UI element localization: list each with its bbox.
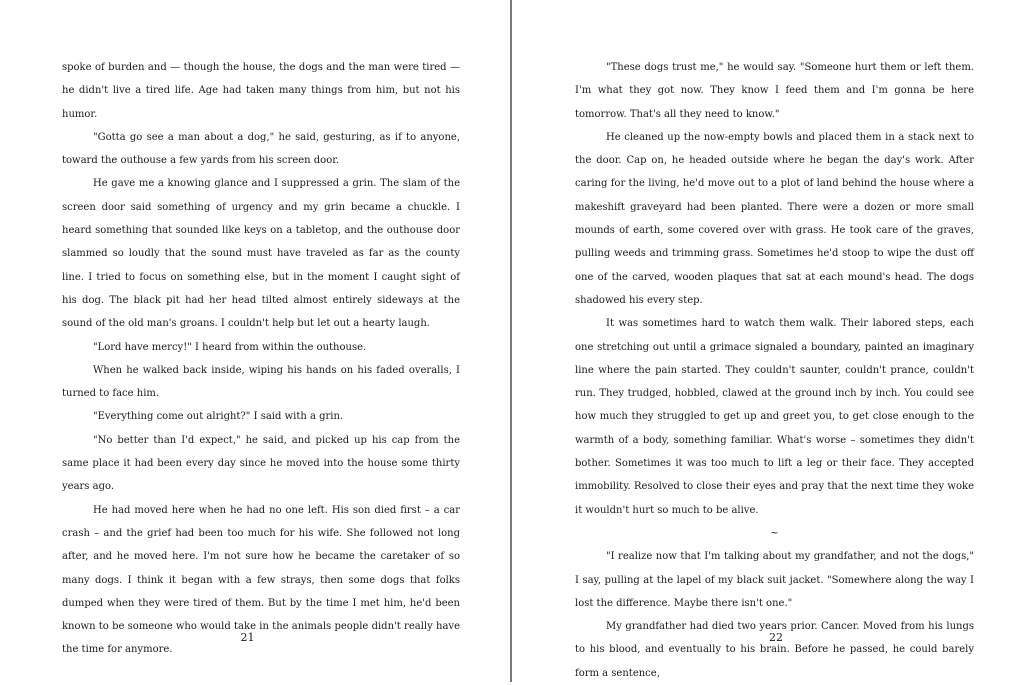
paragraph: "No better than I'd expect," he said, and picked up his cap from the same place it had been every day since he moved into the house some thirty years ago. bbox=[62, 434, 460, 493]
paragraph: My grandfather had died two years prior. Cancer. Moved from his lungs to his blood, and eventually to his brain. Before he passed, he could barely form a sentence, bbox=[575, 621, 974, 679]
paragraph: "Gotta go see a man about a dog," he said, gesturing, as if to anyone, toward the outhouse a few yards from his screen door. bbox=[62, 131, 460, 167]
paragraph: He had moved here when he had no one left. His son died first – a car crash – and the grief had been too much for his wife. She followed not long after, and he moved here. I'm not sure how he became the caretaker of so many dogs. I think it began with a few strays, then some dogs that folks dumped when they were tired of them. But by the time I met him, he'd been known to be someone who would take in the animals people didn't really have the time for anymore. bbox=[62, 504, 460, 656]
right-page-body bbox=[575, 56, 974, 685]
left-page bbox=[0, 0, 511, 682]
page-number: 21 bbox=[240, 631, 255, 644]
paragraph: "I realize now that I'm talking about my grandfather, and not the dogs," I say, pulling at the lapel of my black suit jacket. "Somewhere along the way I lost the difference. Maybe there isn't one." bbox=[575, 551, 974, 609]
section-separator: ~ bbox=[770, 527, 779, 539]
left-page-body bbox=[62, 56, 460, 662]
paragraph: "These dogs trust me," he would say. "Someone hurt them or left them. I'm what they got now. They know I feed them and I'm gonna be here tomorrow. That's all they need to know." bbox=[575, 62, 974, 120]
paragraph: When he walked back inside, wiping his hands on his faded overalls, I turned to face him. bbox=[62, 364, 460, 400]
paragraph: He cleaned up the now-empty bowls and placed them in a stack next to the door. Cap on, he headed outside where he began the day's work. After caring for the living, he'd move out to a plot of land behind the house where a makeshift graveyard had been planted. There were a dozen or more small mounds of earth, some covered over with grass. He took care of the graves, pulling weeds and trimming grass. Sometimes he'd stoop to wipe the dust off one of the carved, wooden plaques that sat at each mound's head. The dogs shadowed his every step. bbox=[575, 131, 974, 306]
paragraph: "Everything come out alright?" I said with a grin. bbox=[93, 411, 344, 423]
paragraph: It was sometimes hard to watch them walk. Their labored steps, each one stretching out until a grimace signaled a boundary, painted an imaginary line where the pain started. They couldn't saunter, couldn't prance, couldn't run. They trudged, hobbled, clawed at the ground inch by inch. You could see how much they struggled to get up and greet you, to get close enough to the warmth of a body, something familiar. What's worse – sometimes they didn't bother. Sometimes it was too much to lift a leg or their face. They accepted immobility. Resolved to close their eyes and pray that the next time they woke it wouldn't hurt so much to be alive. bbox=[575, 318, 974, 516]
paragraph: spoke of burden and — though the house, the dogs and the man were tired — he didn't live a tired life. Age had taken many things from him, but not his humor. bbox=[62, 62, 460, 120]
paragraph: "Lord have mercy!" I heard from within the outhouse. bbox=[93, 341, 367, 353]
right-page bbox=[513, 0, 1023, 682]
paragraph: He gave me a knowing glance and I suppressed a grin. The slam of the screen door said something of urgency and my grin became a chuckle. I heard something that sounded like keys on a tabletop, and the outhouse door slammed so loudly that the sound must have traveled as far as the county line. I tried to focus on something else, but in the moment I caught sight of his dog. The black pit had her head tilted almost entirely sideways at the sound of the old man's groans. I couldn't help but let out a hearty laugh. bbox=[62, 178, 460, 330]
page-number: 22 bbox=[769, 631, 783, 644]
page-gutter-divider bbox=[510, 0, 512, 682]
